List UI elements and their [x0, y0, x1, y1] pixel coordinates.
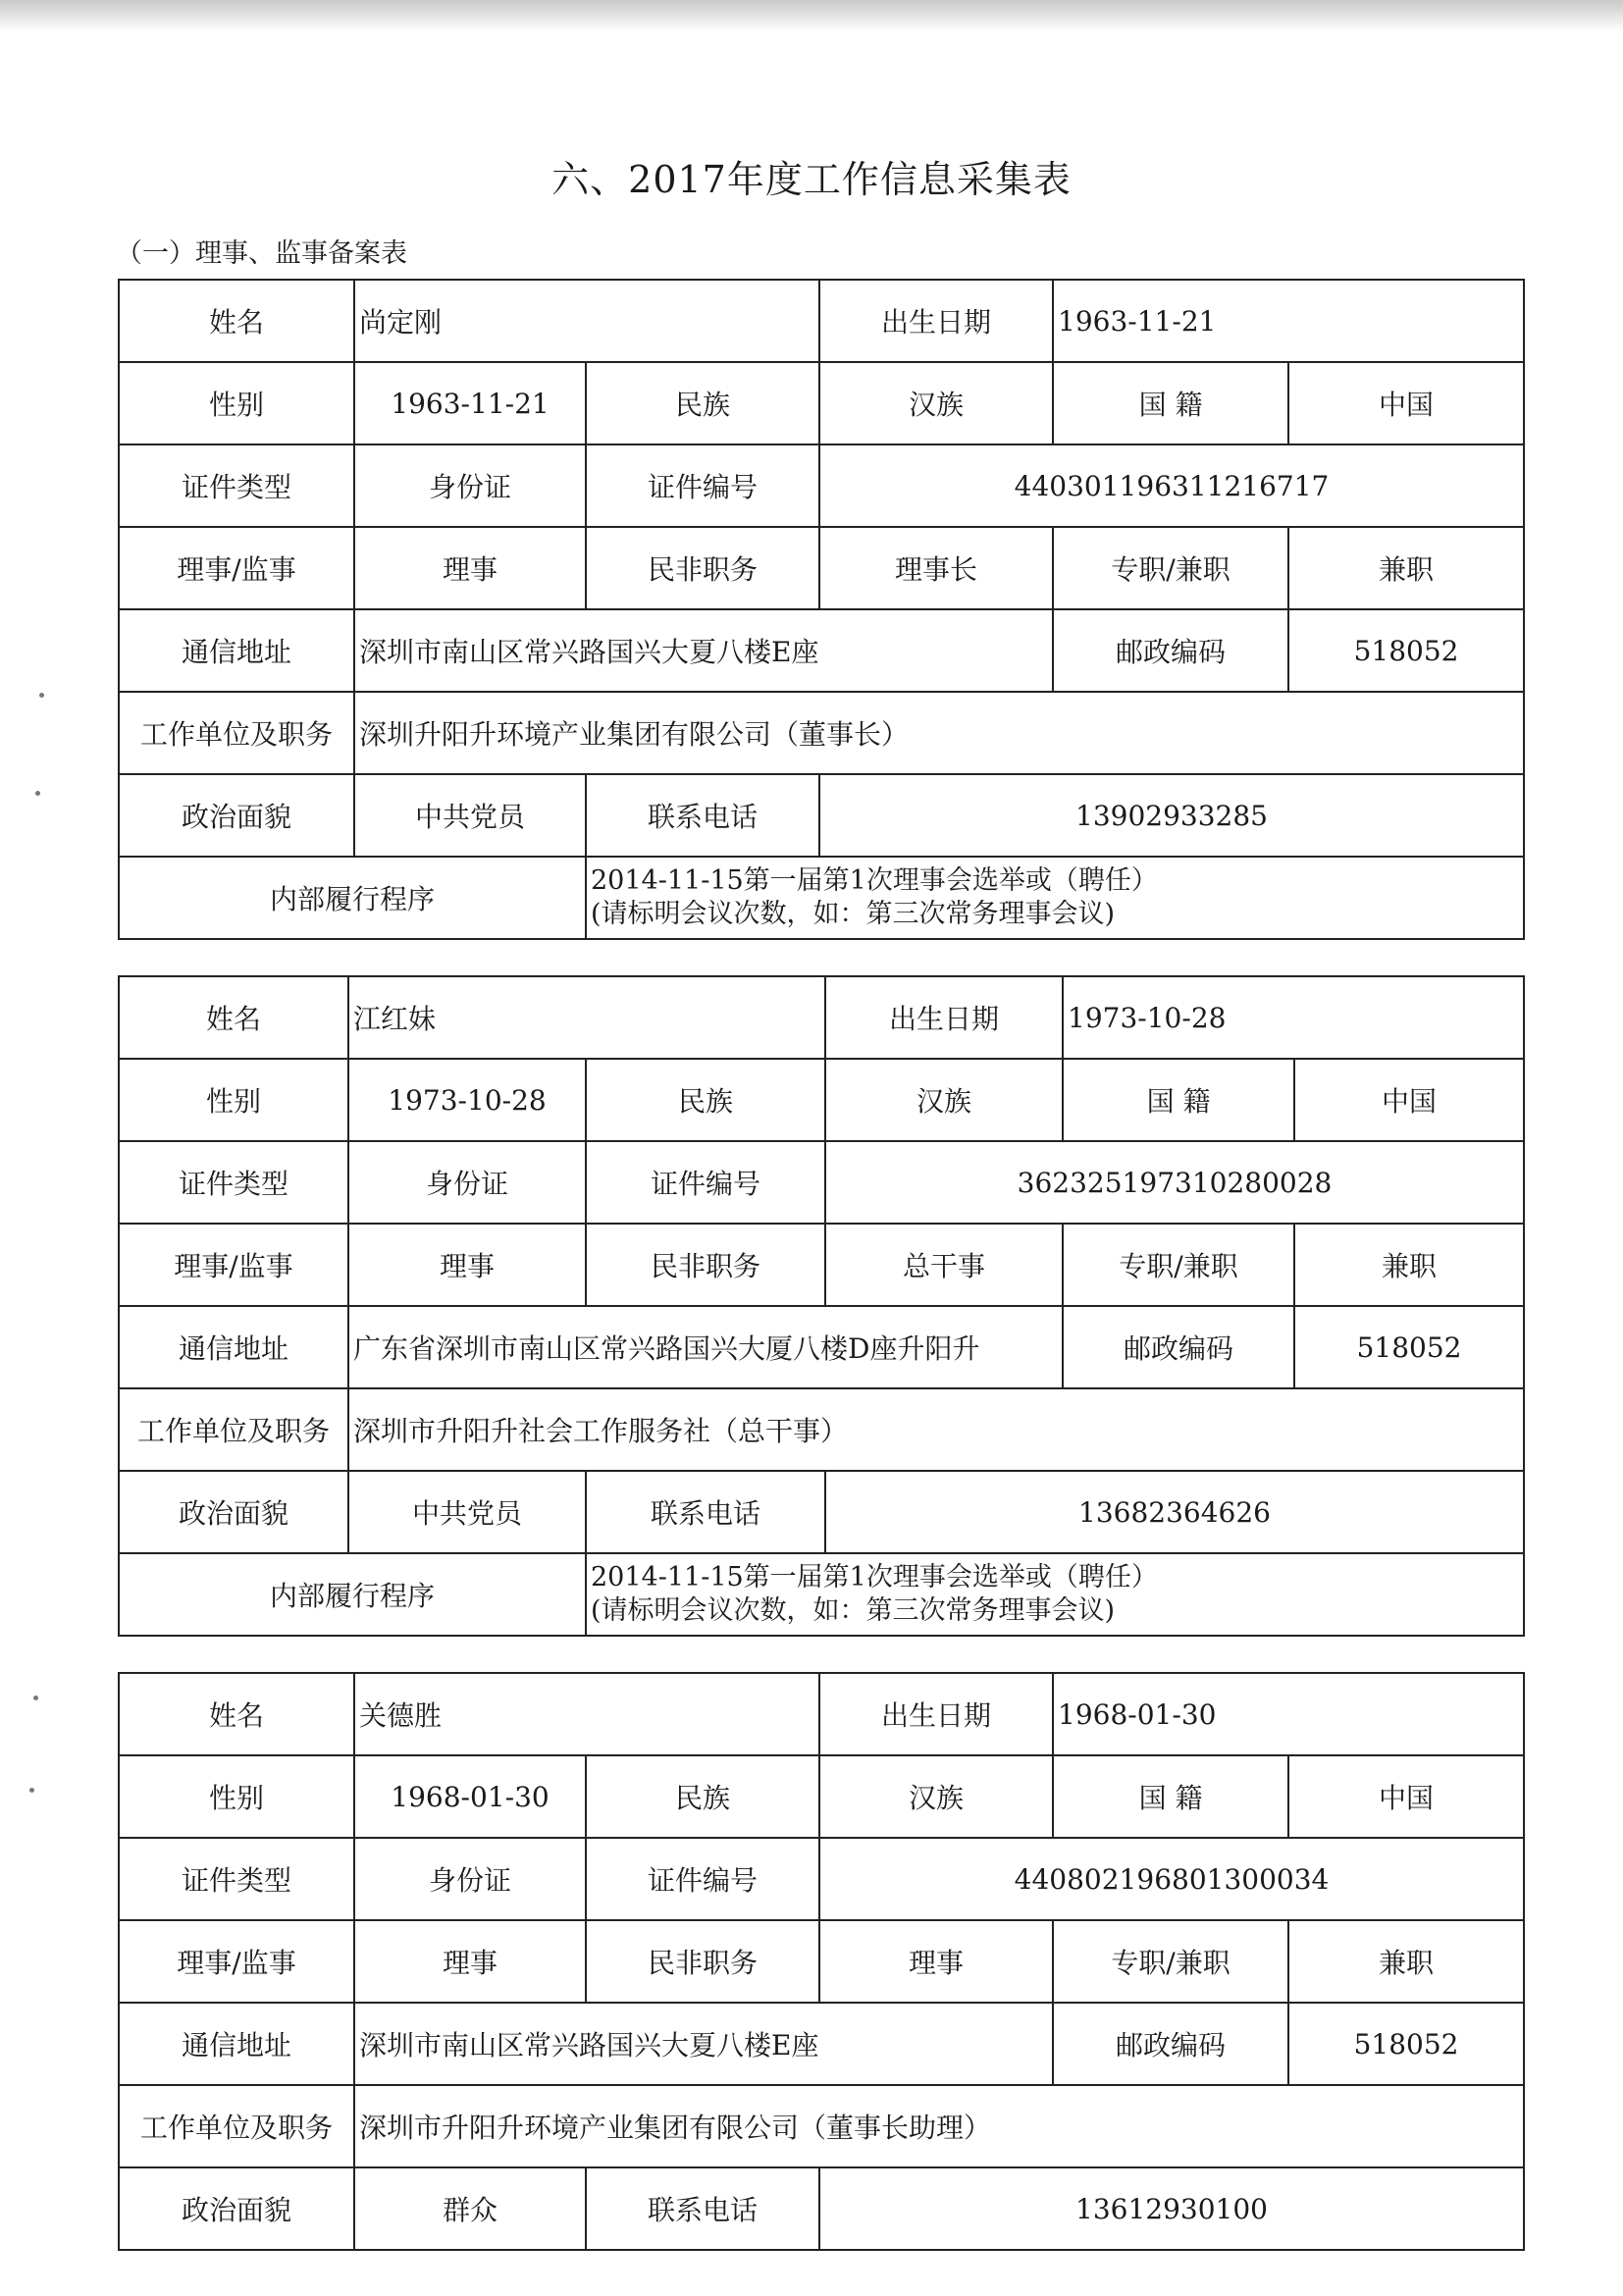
phone-value: 13682364626	[825, 1471, 1524, 1553]
address-value: 深圳市南山区常兴路国兴大夏八楼E座	[354, 2003, 1053, 2085]
ethnicity-value: 汉族	[819, 1755, 1053, 1838]
work-label: 工作单位及职务	[119, 692, 354, 774]
id-no-label: 证件编号	[586, 1838, 819, 1920]
nationality-label: 国 籍	[1053, 362, 1288, 444]
work-value: 深圳市升阳升社会工作服务社（总干事）	[348, 1388, 1524, 1471]
table-row	[119, 1755, 1524, 1838]
politics-value: 群众	[354, 2167, 586, 2250]
politics-label: 政治面貌	[119, 2167, 354, 2250]
scan-speck	[29, 1788, 34, 1793]
nationality-value: 中国	[1288, 362, 1524, 444]
phone-label: 联系电话	[586, 1471, 825, 1553]
work-label: 工作单位及职务	[119, 2085, 354, 2167]
phone-value: 13612930100	[819, 2167, 1524, 2250]
address-label: 通信地址	[119, 2003, 354, 2085]
gender-label: 性别	[119, 1755, 354, 1838]
politics-label: 政治面貌	[119, 1471, 348, 1553]
nationality-value: 中国	[1288, 1755, 1524, 1838]
politics-value: 中共党员	[348, 1471, 586, 1553]
table-row	[119, 1471, 1524, 1553]
fulltime-value: 兼职	[1294, 1224, 1524, 1306]
section-subtitle: （一）理事、监事备案表	[116, 238, 407, 269]
role-label: 理事/监事	[119, 1224, 348, 1306]
procedure-label: 内部履行程序	[119, 1553, 586, 1636]
table-row	[119, 1838, 1524, 1920]
id-no-label: 证件编号	[586, 1141, 825, 1224]
table-row	[119, 1306, 1524, 1388]
procedure-note: (请标明会议次数，如：第三次常务理事会议)	[591, 1595, 1116, 1626]
fulltime-value: 兼职	[1288, 1920, 1524, 2003]
gender-label: 性别	[119, 362, 354, 444]
role-value: 理事	[348, 1224, 586, 1306]
postcode-value: 518052	[1294, 1306, 1524, 1388]
id-type-value: 身份证	[354, 1838, 586, 1920]
gender-value: 1968-01-30	[354, 1755, 586, 1838]
scan-speck	[39, 693, 44, 698]
procedure-label: 内部履行程序	[119, 857, 586, 939]
id-no-value: 440301196311216717	[819, 444, 1524, 527]
address-value: 深圳市南山区常兴路国兴大夏八楼E座	[354, 609, 1053, 692]
work-label: 工作单位及职务	[119, 1388, 348, 1471]
politics-value: 中共党员	[354, 774, 586, 857]
fulltime-label: 专职/兼职	[1063, 1224, 1294, 1306]
name-value: 江红妹	[348, 976, 825, 1059]
nationality-label: 国 籍	[1063, 1059, 1294, 1141]
gender-value: 1973-10-28	[348, 1059, 586, 1141]
procedure-value	[586, 1553, 1524, 1636]
work-value: 深圳市升阳升环境产业集团有限公司（董事长助理）	[354, 2085, 1524, 2167]
table-row	[119, 1141, 1524, 1224]
name-value: 尚定刚	[354, 280, 819, 362]
postcode-label: 邮政编码	[1063, 1306, 1294, 1388]
procedure-line: 2014-11-15第一届第1次理事会选举或（聘任）	[591, 1562, 1158, 1592]
birth-label: 出生日期	[819, 280, 1053, 362]
position-value: 理事长	[819, 527, 1053, 609]
id-type-value: 身份证	[348, 1141, 586, 1224]
id-type-label: 证件类型	[119, 444, 354, 527]
id-type-label: 证件类型	[119, 1838, 354, 1920]
member-record-1	[118, 279, 1525, 940]
member-record-2	[118, 975, 1525, 1637]
position-label: 民非职务	[586, 1920, 819, 2003]
address-label: 通信地址	[119, 609, 354, 692]
gender-value: 1963-11-21	[354, 362, 586, 444]
table-row	[119, 1553, 1524, 1636]
birth-value: 1973-10-28	[1063, 976, 1524, 1059]
name-label: 姓名	[119, 976, 348, 1059]
table-row	[119, 527, 1524, 609]
scan-edge	[0, 0, 1623, 31]
scan-speck	[35, 791, 40, 796]
table-row	[119, 609, 1524, 692]
table-row	[119, 362, 1524, 444]
page-title: 六、2017年度工作信息采集表	[551, 158, 1072, 201]
table-row	[119, 2167, 1524, 2250]
id-type-value: 身份证	[354, 444, 586, 527]
ethnicity-value: 汉族	[819, 362, 1053, 444]
postcode-value: 518052	[1288, 609, 1524, 692]
address-value: 广东省深圳市南山区常兴路国兴大厦八楼D座升阳升	[348, 1306, 1063, 1388]
member-record-3	[118, 1672, 1525, 2251]
fulltime-value: 兼职	[1288, 527, 1524, 609]
phone-label: 联系电话	[586, 774, 819, 857]
birth-value: 1968-01-30	[1053, 1673, 1524, 1755]
phone-value: 13902933285	[819, 774, 1524, 857]
table-row	[119, 444, 1524, 527]
ethnicity-value: 汉族	[825, 1059, 1063, 1141]
id-no-label: 证件编号	[586, 444, 819, 527]
role-value: 理事	[354, 1920, 586, 2003]
id-no-value: 362325197310280028	[825, 1141, 1524, 1224]
fulltime-label: 专职/兼职	[1053, 527, 1288, 609]
role-label: 理事/监事	[119, 1920, 354, 2003]
procedure-line: 2014-11-15第一届第1次理事会选举或（聘任）	[591, 865, 1158, 896]
name-label: 姓名	[119, 280, 354, 362]
postcode-label: 邮政编码	[1053, 2003, 1288, 2085]
scan-speck	[33, 1696, 38, 1700]
postcode-label: 邮政编码	[1053, 609, 1288, 692]
fulltime-label: 专职/兼职	[1053, 1920, 1288, 2003]
procedure-value	[586, 857, 1524, 939]
ethnicity-label: 民族	[586, 1755, 819, 1838]
table-row	[119, 976, 1524, 1059]
position-value: 总干事	[825, 1224, 1063, 1306]
nationality-value: 中国	[1294, 1059, 1524, 1141]
ethnicity-label: 民族	[586, 1059, 825, 1141]
birth-label: 出生日期	[825, 976, 1063, 1059]
politics-label: 政治面貌	[119, 774, 354, 857]
table-row	[119, 1673, 1524, 1755]
birth-value: 1963-11-21	[1053, 280, 1524, 362]
table-row	[119, 692, 1524, 774]
table-row	[119, 1224, 1524, 1306]
table-row	[119, 774, 1524, 857]
position-value: 理事	[819, 1920, 1053, 2003]
ethnicity-label: 民族	[586, 362, 819, 444]
role-label: 理事/监事	[119, 527, 354, 609]
id-no-value: 440802196801300034	[819, 1838, 1524, 1920]
position-label: 民非职务	[586, 1224, 825, 1306]
id-type-label: 证件类型	[119, 1141, 348, 1224]
nationality-label: 国 籍	[1053, 1755, 1288, 1838]
position-label: 民非职务	[586, 527, 819, 609]
table-row	[119, 280, 1524, 362]
name-value: 关德胜	[354, 1673, 819, 1755]
postcode-value: 518052	[1288, 2003, 1524, 2085]
name-label: 姓名	[119, 1673, 354, 1755]
table-row	[119, 857, 1524, 939]
phone-label: 联系电话	[586, 2167, 819, 2250]
gender-label: 性别	[119, 1059, 348, 1141]
table-row	[119, 2085, 1524, 2167]
birth-label: 出生日期	[819, 1673, 1053, 1755]
table-row	[119, 2003, 1524, 2085]
role-value: 理事	[354, 527, 586, 609]
work-value: 深圳升阳升环境产业集团有限公司（董事长）	[354, 692, 1524, 774]
procedure-note: (请标明会议次数，如：第三次常务理事会议)	[591, 899, 1116, 929]
table-row	[119, 1920, 1524, 2003]
table-row	[119, 1388, 1524, 1471]
table-row	[119, 1059, 1524, 1141]
address-label: 通信地址	[119, 1306, 348, 1388]
